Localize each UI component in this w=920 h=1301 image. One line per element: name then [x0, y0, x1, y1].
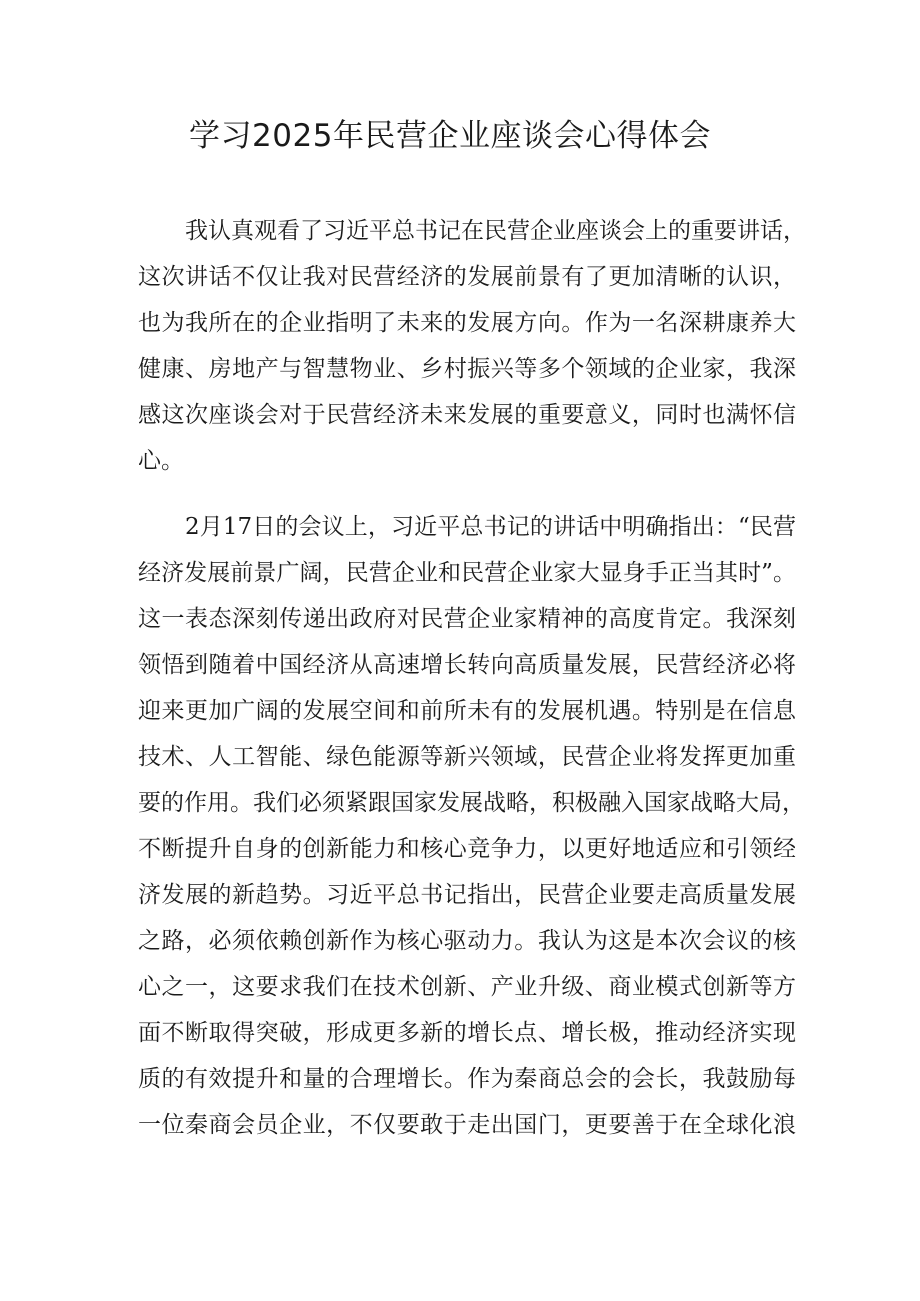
paragraph-line: 领悟到随着中国经济从高速增长转向高质量发展，民营经济必将: [138, 652, 796, 678]
paragraph-line: 心之一，这要求我们在技术创新、产业升级、商业模式创新等方: [138, 974, 796, 1000]
paragraph-line: 济发展的新趋势。习近平总书记指出，民营企业要走高质量发展: [138, 882, 796, 908]
paragraph-line: 2月17日的会议上，习近平总书记的讲话中明确指出：“民营: [185, 514, 796, 540]
paragraph-line: 这一表态深刻传递出政府对民营企业家精神的高度肯定。我深刻: [138, 606, 796, 632]
paragraph-line: 要的作用。我们必须紧跟国家发展战略，积极融入国家战略大局，: [138, 790, 805, 816]
paragraph-line: 感这次座谈会对于民营经济未来发展的重要意义，同时也满怀信: [138, 402, 796, 428]
paragraph-line: 面不断取得突破，形成更多新的增长点、增长极，推动经济实现: [138, 1020, 796, 1046]
paragraph-line: 我认真观看了习近平总书记在民营企业座谈会上的重要讲话，: [185, 218, 806, 244]
paragraph-line: 健康、房地产与智慧物业、乡村振兴等多个领域的企业家，我深: [138, 356, 796, 382]
paragraph-line: 技术、人工智能、绿色能源等新兴领域，民营企业将发挥更加重: [138, 744, 796, 770]
paragraph-line: 经济发展前景广阔，民营企业和民营企业家大显身手正当其时”。: [138, 560, 796, 586]
paragraph-line: 之路，必须依赖创新作为核心驱动力。我认为这是本次会议的核: [138, 928, 796, 954]
paragraph-line: 质的有效提升和量的合理增长。作为秦商总会的会长，我鼓励每: [138, 1066, 796, 1092]
document-title: 学习2025年民营企业座谈会心得体会: [189, 118, 711, 154]
paragraph-line: 迎来更加广阔的发展空间和前所未有的发展机遇。特别是在信息: [138, 698, 796, 724]
paragraph-line: 一位秦商会员企业，不仅要敢于走出国门，更要善于在全球化浪: [138, 1112, 796, 1138]
paragraph-line: 也为我所在的企业指明了未来的发展方向。作为一名深耕康养大: [138, 310, 796, 336]
paragraph-line: 这次讲话不仅让我对民营经济的发展前景有了更加清晰的认识，: [138, 264, 796, 290]
paragraph-line: 心。: [138, 448, 184, 474]
paragraph-line: 不断提升自身的创新能力和核心竞争力，以更好地适应和引领经: [138, 836, 796, 862]
